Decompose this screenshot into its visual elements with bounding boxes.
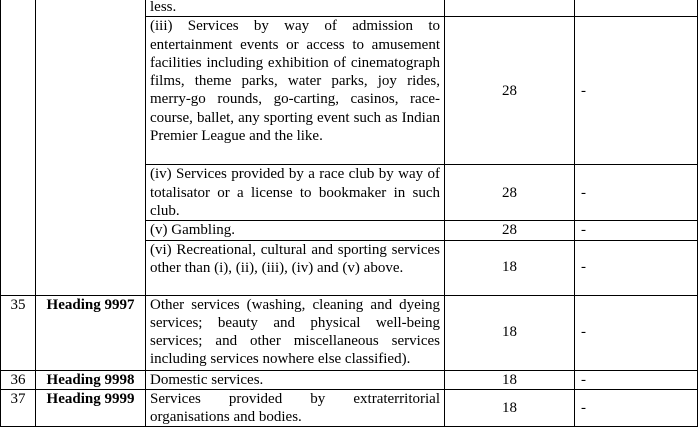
rate-cell: 18: [445, 295, 575, 370]
condition-cell: -: [575, 17, 698, 165]
serial-number-cell: 37: [1, 389, 36, 427]
serial-number-cell: [1, 17, 36, 165]
condition-cell: -: [575, 389, 698, 427]
table-row: [1, 221, 698, 240]
table-row: [1, 165, 698, 221]
serial-number-cell: 35: [1, 295, 36, 370]
rate-cell: 18: [445, 240, 575, 295]
description-cell: (iv) Services provided by a race club by way of totalisator or a license to bookmaker in such club.: [146, 165, 445, 221]
heading-cell: [36, 0, 146, 17]
description-cell: Services provided by extraterritorial organisations and bodies.: [146, 389, 445, 427]
condition-cell: -: [575, 240, 698, 295]
rate-cell: 18: [445, 370, 575, 389]
heading-cell: [36, 221, 146, 240]
serial-number-cell: [1, 221, 36, 240]
condition-cell: -: [575, 165, 698, 221]
serial-number-cell: [1, 0, 36, 17]
heading-cell: [36, 17, 146, 165]
table-row: [1, 0, 698, 17]
description-cell: Domestic services.: [146, 370, 445, 389]
rate-cell: 18: [445, 389, 575, 427]
heading-cell: Heading 9997: [36, 295, 146, 370]
heading-cell: Heading 9999: [36, 389, 146, 427]
heading-cell: Heading 9998: [36, 370, 146, 389]
description-cell: (vi) Recreational, cultural and sporting services other than (i), (ii), (iii), (iv) and (v) above.: [146, 240, 445, 295]
heading-cell: [36, 240, 146, 295]
description-cell: (iii) Services by way of admission to entertainment events or access to amusement facilities including exhibition of cinematograph films, theme parks, water parks, joy rides, merry-go rounds, go-carting, casinos, race-course, ballet, any sporting event such as Indian Premier League and the like.: [146, 17, 445, 165]
condition-cell: -: [575, 370, 698, 389]
description-cell: Other services (washing, cleaning and dyeing services; beauty and physical well-being services; and other miscellaneous services including services nowhere else classified).: [146, 295, 445, 370]
serial-number-cell: [1, 240, 36, 295]
rate-cell: [445, 0, 575, 17]
rate-cell: 28: [445, 165, 575, 221]
description-cell: (v) Gambling.: [146, 221, 445, 240]
table-row: [1, 370, 698, 389]
description-cell: less.: [146, 0, 445, 17]
heading-cell: [36, 165, 146, 221]
condition-cell: -: [575, 221, 698, 240]
table-row: [1, 17, 698, 165]
rate-cell: 28: [445, 17, 575, 165]
table-row: [1, 295, 698, 370]
table-row: [1, 389, 698, 427]
condition-cell: -: [575, 295, 698, 370]
serial-number-cell: [1, 165, 36, 221]
condition-cell: [575, 0, 698, 17]
serial-number-cell: 36: [1, 370, 36, 389]
rate-cell: 28: [445, 221, 575, 240]
table-row: [1, 240, 698, 295]
